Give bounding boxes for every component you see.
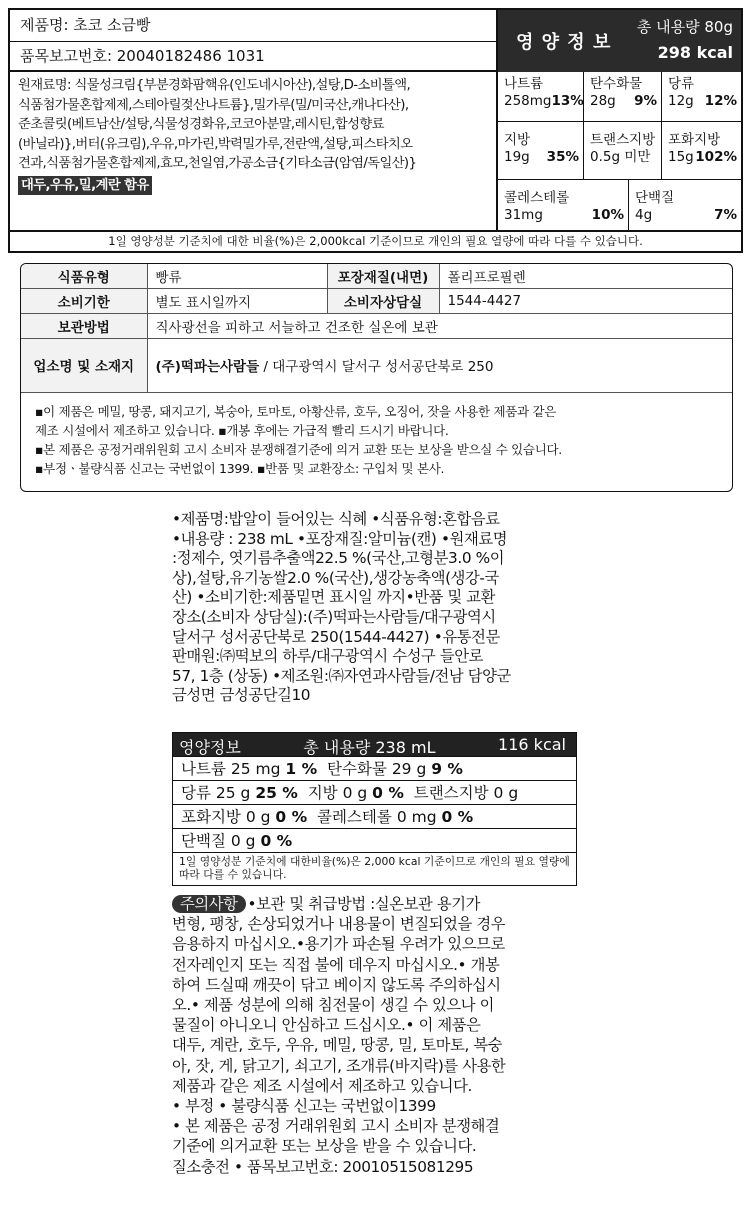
note-line: ▪본 제품은 공정거래위원회 고시 소비자 분쟁해결기준에 의거 교환 또는 보상을 받으실 수 있습니다. — [35, 442, 562, 457]
nutrient-amount: 258mg — [504, 93, 552, 109]
nutrient-amount: 25 mg — [230, 760, 281, 778]
nutrient-row — [173, 756, 576, 780]
nutrition-footnote: 1일 영양성분 기준치에 대한비율(%)은 2,000 kcal 기준이므로 개인의 필요 열량에 따라 다를 수 있습니다. — [173, 852, 576, 885]
nutrient-amount: 15g — [668, 149, 694, 165]
info-line: 달서구 성서공단북로 250(1544-4427) •유통전문 — [172, 627, 500, 646]
info-line: •제품명:밥알이 들어있는 식혜 •식품유형:혼합음료 — [172, 510, 500, 528]
nutrient-amount: 0 mg — [396, 808, 437, 826]
nutrient-cell — [498, 180, 629, 230]
nutrient-grid — [498, 72, 741, 230]
nutrient-pct: 13% — [551, 93, 584, 109]
nutrient-name: 탄수화물 — [326, 760, 387, 778]
nutrient-name: 당류 — [668, 76, 695, 92]
ingredient-line: (바닐라)},버터(유크림),우유,마가린,박력밀가루,전란액,설탕,피스타치오 — [18, 136, 413, 152]
nutrient-cell — [584, 122, 662, 180]
nutrient-amount: 0 g — [230, 832, 256, 850]
nutrition-header — [498, 10, 741, 72]
nutrient-pct: 0 % — [441, 808, 474, 826]
info-key: 소비자상담실 — [327, 288, 439, 313]
table-row — [21, 264, 732, 288]
nutrient-amount: 25 g — [215, 784, 251, 802]
nutrient-name: 포화지방 — [181, 808, 241, 826]
info-line: 금성면 금성공단길10 — [172, 686, 311, 705]
info-line: 장소(소비자 상담실):(주)떡파는사람들/대구광역시 — [172, 607, 496, 626]
product-info-text — [172, 510, 578, 706]
bread-nutrition-label — [8, 8, 743, 253]
nutrient-name: 트랜스지방 — [413, 784, 489, 802]
caution-line: 아, 잣, 게, 닭고기, 쇠고기, 조개류(바지락)를 사용한 — [172, 1056, 506, 1075]
nutrient-cell — [498, 122, 584, 180]
calories: 116 kcal — [498, 735, 566, 754]
info-value: 1544-4427 — [439, 288, 732, 313]
caution-line: 변형, 팽창, 손상되었거나 내용물이 변질되었을 경우 — [172, 915, 506, 934]
info-line: 상),설탕,유기농쌀2.0 %(국산),생강농축액(생강-국 — [172, 568, 499, 587]
product-info-label — [20, 263, 733, 492]
caution-block — [172, 894, 578, 1177]
info-line: 판매원:㈜떡보의 하루/대구광역시 수성구 들안로 — [172, 647, 483, 666]
info-line: 57, 1층 (상동) •제조원:㈜자연과사람들/전남 담양군 — [172, 666, 511, 685]
info-key: 업소명 및 소재지 — [21, 338, 147, 392]
allergen-badge: 대두,우유,밀,계란 함유 — [18, 176, 152, 196]
ingredient-line: 준초콜릿(베트남산/설탕,식물성경화유,코코아분말,레시틴,합성향료 — [18, 117, 384, 132]
info-value: 별도 표시일까지 — [147, 288, 327, 313]
nutrient-row — [173, 804, 576, 828]
caution-line: 대두, 계란, 호두, 우유, 메밀, 땅콩, 밀, 토마토, 복숭 — [172, 1036, 503, 1055]
nutrient-cell — [662, 72, 741, 122]
nutrient-pct: 102% — [695, 149, 737, 165]
caution-tag: 주의사항 — [172, 895, 246, 913]
nutrient-amount: 0.5g 미만 — [590, 149, 651, 165]
ingredients-block — [10, 72, 498, 230]
calories: 298 kcal — [657, 43, 733, 62]
total-amount: 총 내용량 238 mL — [303, 738, 436, 757]
table-row — [21, 313, 732, 338]
nutrient-name: 단백질 — [181, 832, 226, 850]
maker-info — [147, 338, 732, 392]
note-line: 제조 시설에서 제조하고 있습니다. ▪개봉 후에는 가급적 빨리 드시기 바랍니다. — [35, 423, 449, 438]
nutrient-amount: 31mg — [504, 207, 543, 223]
info-table — [21, 264, 732, 393]
nutrition-header — [173, 733, 576, 756]
product-name: 제품명: 초코 소금빵 — [10, 10, 498, 42]
notes-block — [21, 394, 732, 478]
nutrient-name: 트랜스지방 — [590, 132, 656, 148]
nutrient-amount: 4g — [635, 207, 653, 223]
info-value: 폴리프로필렌 — [439, 264, 732, 288]
info-key: 보관방법 — [21, 313, 147, 338]
maker-name: (주)떡파는사람들 — [155, 359, 260, 375]
nutrient-name: 나트륨 — [504, 76, 544, 92]
info-value: 직사광선을 피하고 서늘하고 건조한 실온에 보관 — [147, 313, 732, 338]
info-line: :정제수, 엿기름추출액22.5 %(국산,고형분3.0 %이 — [172, 549, 505, 568]
info-key: 소비기한 — [21, 288, 147, 313]
table-row — [21, 338, 732, 392]
nutrient-pct: 0 % — [275, 808, 308, 826]
table-row — [21, 288, 732, 313]
nutrient-cell — [629, 180, 741, 230]
caution-line: 제품과 같은 제조 시설에서 제조하고 있습니다. — [172, 1076, 472, 1095]
maker-address: / 대구광역시 달서구 성서공단북로 250 — [259, 359, 494, 375]
nutrient-amount: 19g — [504, 149, 530, 165]
caution-line: 오.• 제품 성분에 의해 침전물이 생길 수 있으나 이 — [172, 996, 494, 1015]
ingredient-line: 견과,식품첨가물혼합제제,효모,천일염,가공소금{기타소금(암염/독일산)} — [18, 156, 417, 171]
caution-line: •보관 및 취급방법 :실온보관 용기가 — [247, 895, 481, 913]
nutrient-name: 당류 — [181, 784, 211, 802]
nutrient-amount: 0 g — [493, 784, 519, 802]
nutrition-footnote: 1일 영양성분 기준치에 대한 비율(%)은 2,000kcal 기준이므로 개인의 필요 열량에 따라 다를 수 있습니다. — [10, 230, 741, 253]
nutrient-cell — [662, 122, 741, 180]
nutrient-pct: 35% — [546, 149, 579, 165]
ingredient-line: 원재료명: 식물성크림{부분경화팜핵유(인도네시아산),설탕,D-소비톨액, — [18, 78, 411, 93]
nutrient-pct: 9% — [634, 93, 657, 109]
caution-line: 음용하지 마십시오.•용기가 파손될 우려가 있으므로 — [172, 935, 505, 954]
nutrient-pct: 0 % — [372, 784, 404, 802]
nutrient-row — [173, 828, 576, 852]
report-number: 품목보고번호: 20040182486 1031 — [10, 42, 498, 72]
info-line: •내용량 : 238 mL •포장재질:알미늄(캔) •원재료명 — [172, 529, 508, 548]
nutrient-pct: 0 % — [260, 832, 293, 850]
nutrient-name: 단백질 — [635, 190, 675, 206]
nutrient-name: 포화지방 — [668, 132, 721, 148]
sikhye-label — [172, 510, 578, 1222]
info-key: 식품유형 — [21, 264, 147, 288]
nutrient-amount: 28g — [590, 93, 616, 109]
ingredient-line: 식품첨가물혼합제제,스테아릴젖산나트륨},밀가루(밀/미국산,캐나다산), — [18, 97, 409, 113]
total-amount: 총 내용량 80g — [636, 18, 733, 36]
caution-line: • 본 제품은 공정 거래위원회 고시 소비자 분쟁해결 — [172, 1117, 500, 1136]
caution-line: • 부정 • 불량식품 신고는 국번없이1399 — [172, 1097, 436, 1116]
nutrient-amount: 29 g — [391, 760, 427, 778]
info-key: 포장재질(내면) — [327, 264, 439, 288]
nutrient-cell — [584, 72, 662, 122]
nutrient-amount: 0 g — [245, 808, 271, 826]
nutrient-pct: 9 % — [431, 760, 463, 778]
nutrient-name: 나트륨 — [181, 760, 226, 778]
nutrient-name: 콜레스테롤 — [504, 190, 570, 206]
nutrition-title: 영양정보 — [179, 738, 241, 757]
nutrient-amount: 0 g — [342, 784, 368, 802]
nutrient-name: 콜레스테롤 — [317, 808, 392, 826]
caution-line: 전자레인지 또는 직접 불에 데우지 마십시오.• 개봉 — [172, 955, 500, 974]
nutrition-box — [172, 732, 577, 886]
nutrient-name: 탄수화물 — [590, 76, 643, 92]
nutrition-title: 영 양 정 보 — [516, 32, 612, 53]
nutrient-name: 지방 — [307, 784, 338, 802]
caution-line: 기준에 의거교환 또는 보상을 받을 수 있습니다. — [172, 1137, 477, 1156]
info-line: 산) •소비기한:제품밑면 표시일 까지•반품 및 교환 — [172, 588, 496, 607]
caution-line: 하여 드실때 깨끗이 닦고 베이지 않도록 주의하십시 — [172, 975, 501, 994]
nutrient-pct: 7% — [714, 207, 737, 223]
nutrient-pct: 1 % — [285, 760, 318, 778]
nutrient-pct: 25 % — [255, 784, 298, 802]
caution-line: 질소충전 • 품목보고번호: 20010515081295 — [172, 1157, 474, 1176]
nutrient-name: 지방 — [504, 132, 531, 148]
note-line: ▪부정ㆍ불량식품 신고는 국번없이 1399. ▪반품 및 교환장소: 구입처 및 본사. — [35, 461, 445, 476]
info-value: 빵류 — [147, 264, 327, 288]
nutrient-pct: 10% — [591, 207, 624, 223]
nutrient-amount: 12g — [668, 93, 694, 109]
nutrient-pct: 12% — [704, 93, 737, 109]
caution-line: 물질이 아니오니 안심하고 드십시오.• 이 제품은 — [172, 1016, 481, 1035]
nutrient-cell — [498, 72, 584, 122]
note-line: ▪이 제품은 메밀, 땅콩, 돼지고기, 복숭아, 토마토, 아황산류, 호두, 오징어, 잣을 사용한 제품과 같은 — [35, 404, 556, 419]
nutrient-row — [173, 780, 576, 804]
